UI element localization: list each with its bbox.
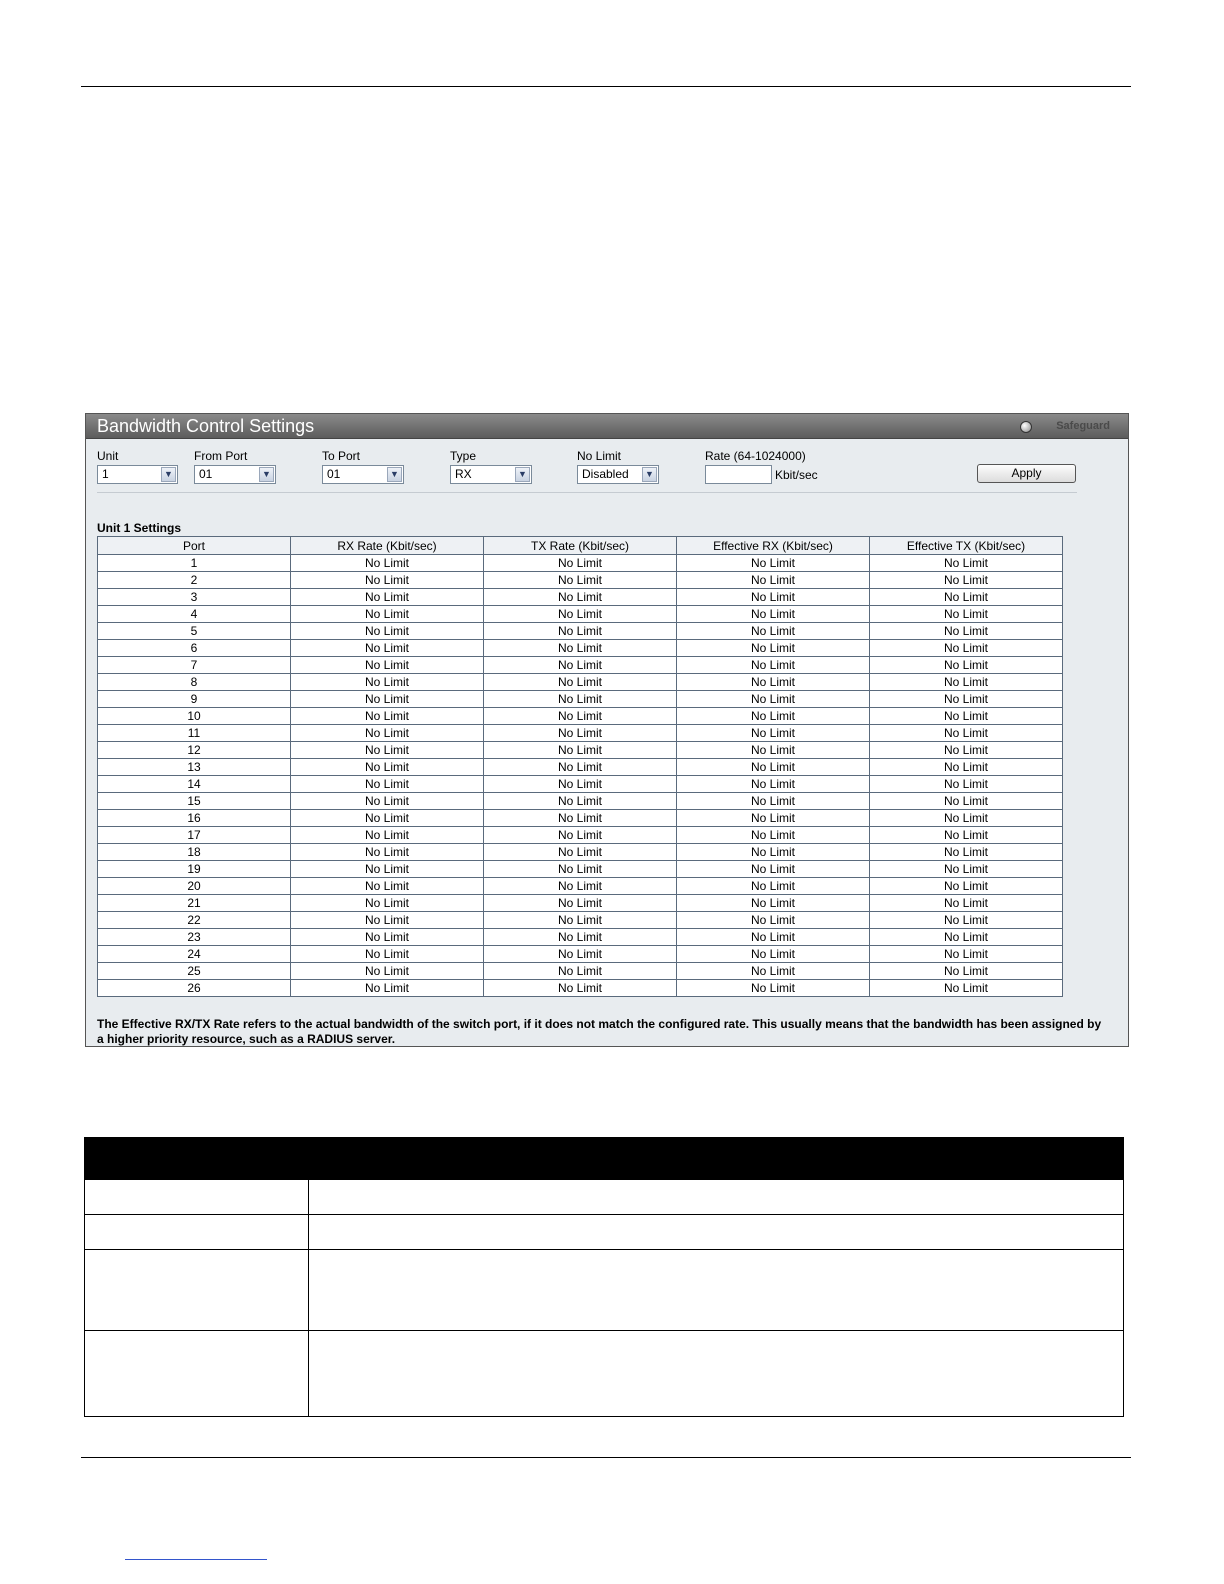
rate-cell: No Limit xyxy=(484,623,677,640)
port-cell: 25 xyxy=(98,963,291,980)
port-cell: 6 xyxy=(98,640,291,657)
rate-cell: No Limit xyxy=(484,606,677,623)
port-cell: 18 xyxy=(98,844,291,861)
column-header: TX Rate (Kbit/sec) xyxy=(484,537,677,555)
rate-cell: No Limit xyxy=(677,623,870,640)
desc-row xyxy=(85,1331,1124,1417)
rate-cell: No Limit xyxy=(484,878,677,895)
desc-cell xyxy=(308,1250,1123,1331)
rate-cell: No Limit xyxy=(677,640,870,657)
rate-cell: No Limit xyxy=(484,793,677,810)
rate-cell: No Limit xyxy=(291,929,484,946)
rate-cell: No Limit xyxy=(291,878,484,895)
rate-cell: No Limit xyxy=(870,742,1063,759)
rate-cell: No Limit xyxy=(484,929,677,946)
rate-cell: No Limit xyxy=(291,725,484,742)
rate-cell: No Limit xyxy=(484,946,677,963)
rate-cell: No Limit xyxy=(870,708,1063,725)
port-cell: 16 xyxy=(98,810,291,827)
port-cell: 22 xyxy=(98,912,291,929)
rate-cell: No Limit xyxy=(291,708,484,725)
rate-cell: No Limit xyxy=(677,572,870,589)
rate-cell: No Limit xyxy=(291,776,484,793)
type-select-value: RX xyxy=(455,467,472,481)
port-cell: 26 xyxy=(98,980,291,997)
rate-cell: No Limit xyxy=(291,691,484,708)
rate-cell: No Limit xyxy=(870,963,1063,980)
rate-cell: No Limit xyxy=(677,946,870,963)
rate-cell: No Limit xyxy=(870,793,1063,810)
rate-cell: No Limit xyxy=(870,827,1063,844)
rate-cell: No Limit xyxy=(677,691,870,708)
table-row xyxy=(98,895,1063,912)
form-divider xyxy=(97,492,1077,493)
rate-cell: No Limit xyxy=(291,861,484,878)
chevron-down-icon: ▼ xyxy=(642,467,657,482)
port-cell: 17 xyxy=(98,827,291,844)
from-port-select[interactable] xyxy=(194,465,276,484)
rate-cell: No Limit xyxy=(484,657,677,674)
rate-cell: No Limit xyxy=(291,640,484,657)
port-cell: 4 xyxy=(98,606,291,623)
no-limit-select[interactable] xyxy=(577,465,659,484)
safeguard-indicator-icon xyxy=(1020,421,1032,433)
rate-cell: No Limit xyxy=(291,810,484,827)
rate-cell: No Limit xyxy=(870,980,1063,997)
rate-cell: No Limit xyxy=(870,912,1063,929)
table-row xyxy=(98,555,1063,572)
panel-title: Bandwidth Control Settings xyxy=(97,416,315,436)
rate-cell: No Limit xyxy=(291,895,484,912)
desc-row xyxy=(85,1250,1124,1331)
type-label: Type xyxy=(450,449,477,463)
rate-cell: No Limit xyxy=(870,776,1063,793)
rate-cell: No Limit xyxy=(484,691,677,708)
rate-cell: No Limit xyxy=(291,589,484,606)
rate-cell: No Limit xyxy=(484,827,677,844)
table-row xyxy=(98,606,1063,623)
port-cell: 2 xyxy=(98,572,291,589)
table-row xyxy=(98,725,1063,742)
rate-cell: No Limit xyxy=(291,674,484,691)
rate-cell: No Limit xyxy=(870,946,1063,963)
from-port-label: From Port xyxy=(194,449,248,463)
rate-cell: No Limit xyxy=(484,980,677,997)
table-row xyxy=(98,793,1063,810)
table-row xyxy=(98,674,1063,691)
port-cell: 21 xyxy=(98,895,291,912)
table-row xyxy=(98,708,1063,725)
rate-cell: No Limit xyxy=(677,861,870,878)
port-cell: 20 xyxy=(98,878,291,895)
safeguard-label: Safeguard xyxy=(1056,420,1110,432)
rate-cell: No Limit xyxy=(870,929,1063,946)
rate-cell: No Limit xyxy=(291,623,484,640)
rate-cell: No Limit xyxy=(484,776,677,793)
table-row xyxy=(98,929,1063,946)
rate-cell: No Limit xyxy=(870,878,1063,895)
rate-cell: No Limit xyxy=(484,895,677,912)
table-header-row xyxy=(98,537,1063,555)
to-port-select-value: 01 xyxy=(327,467,341,481)
column-header: Effective RX (Kbit/sec) xyxy=(677,537,870,555)
table-row xyxy=(98,572,1063,589)
rate-cell: No Limit xyxy=(484,759,677,776)
rate-cell: No Limit xyxy=(484,555,677,572)
no-limit-label: No Limit xyxy=(577,449,622,463)
rate-cell: No Limit xyxy=(870,895,1063,912)
panel-title-bar xyxy=(86,414,1128,439)
effective-rate-note: The Effective RX/TX Rate refers to the actual bandwidth of the switch port, if it does not match the configured rate. This usually means that the bandwidth has been assigned by a higher priority resource, such as a RADIUS server. xyxy=(97,1017,1102,1046)
rate-cell: No Limit xyxy=(677,708,870,725)
port-cell: 14 xyxy=(98,776,291,793)
to-port-label: To Port xyxy=(322,449,361,463)
rate-cell: No Limit xyxy=(870,572,1063,589)
unit-select-value: 1 xyxy=(102,467,109,481)
table-row xyxy=(98,589,1063,606)
column-header: Port xyxy=(98,537,291,555)
type-select[interactable] xyxy=(450,465,532,484)
rate-cell: No Limit xyxy=(870,674,1063,691)
bandwidth-control-panel xyxy=(85,413,1129,1047)
unit-select[interactable] xyxy=(97,465,178,484)
rate-cell: No Limit xyxy=(870,555,1063,572)
rate-cell: No Limit xyxy=(677,810,870,827)
desc-cell xyxy=(85,1250,309,1331)
desc-cell xyxy=(308,1331,1123,1417)
table-row xyxy=(98,827,1063,844)
table-row xyxy=(98,640,1063,657)
rate-cell: No Limit xyxy=(484,589,677,606)
rate-cell: No Limit xyxy=(870,861,1063,878)
rate-cell: No Limit xyxy=(677,793,870,810)
rate-cell: No Limit xyxy=(291,793,484,810)
desc-cell xyxy=(85,1215,309,1250)
rate-cell: No Limit xyxy=(291,827,484,844)
rate-cell: No Limit xyxy=(484,810,677,827)
rate-cell: No Limit xyxy=(677,878,870,895)
apply-button[interactable]: Apply xyxy=(977,464,1076,483)
rate-cell: No Limit xyxy=(677,657,870,674)
rate-cell: No Limit xyxy=(677,674,870,691)
rate-cell: No Limit xyxy=(677,844,870,861)
rate-cell: No Limit xyxy=(870,623,1063,640)
rate-cell: No Limit xyxy=(484,912,677,929)
header-rule xyxy=(81,86,1131,87)
desc-cell xyxy=(308,1180,1123,1215)
desc-row xyxy=(85,1215,1124,1250)
rate-cell: No Limit xyxy=(291,980,484,997)
rate-cell: No Limit xyxy=(677,912,870,929)
port-cell: 3 xyxy=(98,589,291,606)
rate-cell: No Limit xyxy=(870,640,1063,657)
rate-cell: No Limit xyxy=(870,606,1063,623)
rate-cell: No Limit xyxy=(291,572,484,589)
port-cell: 8 xyxy=(98,674,291,691)
rate-cell: No Limit xyxy=(870,759,1063,776)
desc-header-cell xyxy=(308,1138,1123,1180)
rate-cell: No Limit xyxy=(291,912,484,929)
rate-cell: No Limit xyxy=(870,810,1063,827)
rate-cell: No Limit xyxy=(484,844,677,861)
port-cell: 12 xyxy=(98,742,291,759)
table-row xyxy=(98,861,1063,878)
no-limit-select-value: Disabled xyxy=(582,467,629,481)
rate-cell: No Limit xyxy=(291,963,484,980)
rate-cell: No Limit xyxy=(677,929,870,946)
rate-cell: No Limit xyxy=(484,708,677,725)
port-cell: 7 xyxy=(98,657,291,674)
rate-cell: No Limit xyxy=(870,691,1063,708)
table-row xyxy=(98,844,1063,861)
rate-cell: No Limit xyxy=(484,572,677,589)
chevron-down-icon: ▼ xyxy=(515,467,530,482)
rate-cell: No Limit xyxy=(870,657,1063,674)
rate-cell: No Limit xyxy=(677,895,870,912)
desc-row xyxy=(85,1180,1124,1215)
rate-cell: No Limit xyxy=(484,742,677,759)
table-row xyxy=(98,623,1063,640)
rate-cell: No Limit xyxy=(484,725,677,742)
rate-cell: No Limit xyxy=(484,674,677,691)
footer-rule xyxy=(81,1457,1131,1458)
rate-cell: No Limit xyxy=(677,963,870,980)
rate-cell: No Limit xyxy=(484,640,677,657)
rate-unit-label: Kbit/sec xyxy=(775,468,818,482)
table-row xyxy=(98,878,1063,895)
rate-cell: No Limit xyxy=(291,555,484,572)
table-row xyxy=(98,912,1063,929)
rate-label: Rate (64-1024000) xyxy=(705,449,806,463)
footer-link-underline[interactable] xyxy=(125,1559,267,1560)
bandwidth-table xyxy=(97,536,1063,997)
rate-cell: No Limit xyxy=(291,946,484,963)
unit-label: Unit xyxy=(97,449,119,463)
desc-header-row xyxy=(85,1138,1124,1180)
column-header: RX Rate (Kbit/sec) xyxy=(291,537,484,555)
desc-cell xyxy=(85,1331,309,1417)
rate-cell: No Limit xyxy=(291,657,484,674)
rate-cell: No Limit xyxy=(484,963,677,980)
parameter-description-table xyxy=(84,1137,1124,1417)
table-row xyxy=(98,810,1063,827)
unit-settings-heading: Unit 1 Settings xyxy=(97,521,182,535)
rate-cell: No Limit xyxy=(677,589,870,606)
rate-cell: No Limit xyxy=(677,980,870,997)
table-row xyxy=(98,963,1063,980)
rate-cell: No Limit xyxy=(870,589,1063,606)
rate-cell: No Limit xyxy=(484,861,677,878)
desc-cell xyxy=(85,1180,309,1215)
chevron-down-icon: ▼ xyxy=(387,467,402,482)
desc-header-cell xyxy=(85,1138,309,1180)
rate-input[interactable] xyxy=(705,465,772,484)
table-row xyxy=(98,759,1063,776)
port-cell: 9 xyxy=(98,691,291,708)
rate-cell: No Limit xyxy=(291,759,484,776)
port-cell: 19 xyxy=(98,861,291,878)
port-cell: 10 xyxy=(98,708,291,725)
table-row xyxy=(98,980,1063,997)
column-header: Effective TX (Kbit/sec) xyxy=(870,537,1063,555)
rate-cell: No Limit xyxy=(677,827,870,844)
desc-cell xyxy=(308,1215,1123,1250)
port-cell: 24 xyxy=(98,946,291,963)
rate-cell: No Limit xyxy=(870,725,1063,742)
rate-cell: No Limit xyxy=(677,606,870,623)
rate-cell: No Limit xyxy=(677,725,870,742)
to-port-select[interactable] xyxy=(322,465,404,484)
chevron-down-icon: ▼ xyxy=(161,467,176,482)
table-row xyxy=(98,742,1063,759)
rate-cell: No Limit xyxy=(291,844,484,861)
chevron-down-icon: ▼ xyxy=(259,467,274,482)
from-port-select-value: 01 xyxy=(199,467,213,481)
rate-cell: No Limit xyxy=(677,555,870,572)
rate-cell: No Limit xyxy=(677,742,870,759)
rate-cell: No Limit xyxy=(677,776,870,793)
table-row xyxy=(98,946,1063,963)
port-cell: 5 xyxy=(98,623,291,640)
port-cell: 23 xyxy=(98,929,291,946)
port-cell: 15 xyxy=(98,793,291,810)
table-row xyxy=(98,691,1063,708)
rate-cell: No Limit xyxy=(870,844,1063,861)
rate-cell: No Limit xyxy=(291,742,484,759)
port-cell: 13 xyxy=(98,759,291,776)
rate-cell: No Limit xyxy=(291,606,484,623)
port-cell: 1 xyxy=(98,555,291,572)
table-row xyxy=(98,657,1063,674)
port-cell: 11 xyxy=(98,725,291,742)
rate-cell: No Limit xyxy=(677,759,870,776)
table-row xyxy=(98,776,1063,793)
